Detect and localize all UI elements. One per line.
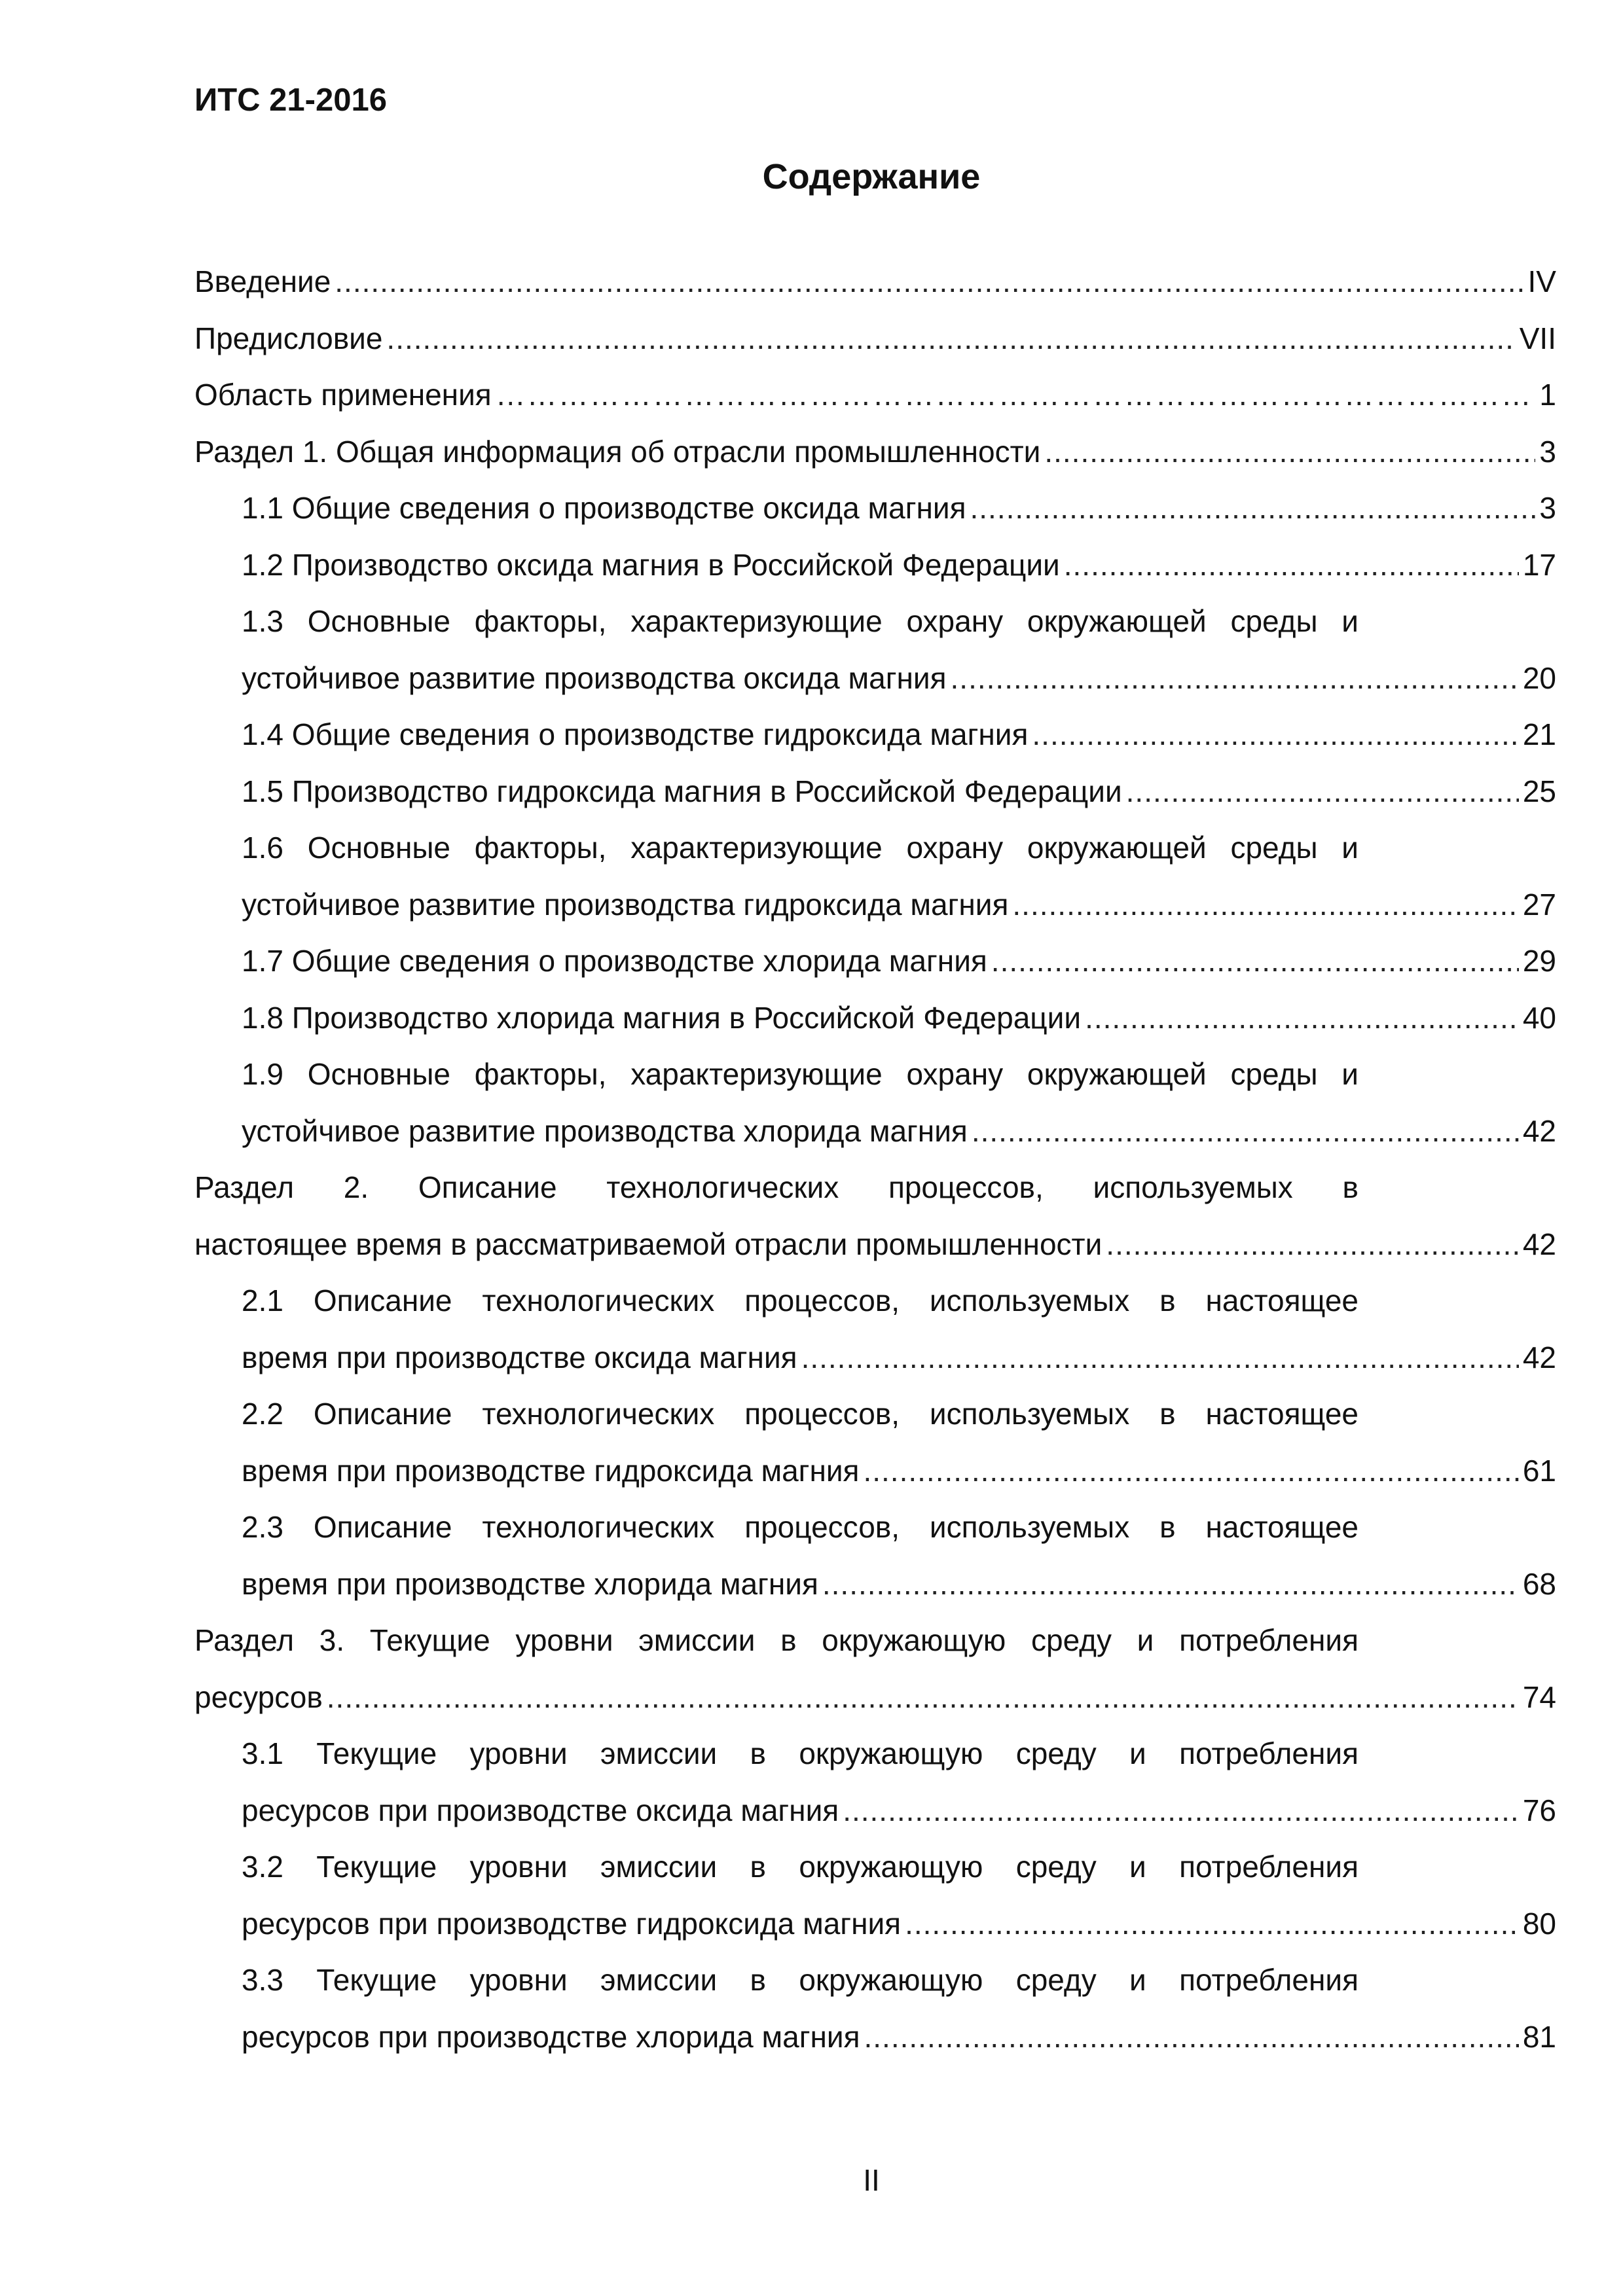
toc-entry-line (242, 1443, 1556, 1499)
toc-entry-title-first-line: 3.3 Текущие уровни эмиссии в окружающую среду и потребления (242, 1963, 1359, 1997)
toc-dot-leader (822, 1556, 1519, 1613)
page-number: II (863, 2163, 880, 2197)
toc-entry-title: устойчивое развитие производства хлорида магния (242, 1113, 968, 1148)
toc-entry-line (242, 2009, 1556, 2066)
toc-entry-line (194, 253, 1556, 310)
toc-page-number: 80 (1522, 1906, 1556, 1941)
toc-section-entry[interactable] (194, 1159, 1556, 1272)
toc-entry-title: 1.8 Производство хлорида магния в Российской Федерации (242, 1000, 1082, 1035)
toc-dot-leader (864, 2009, 1518, 2066)
toc-section-entry[interactable] (194, 367, 1556, 423)
toc-section-entry[interactable] (194, 1612, 1556, 1725)
toc-entry-title: 1.7 Общие сведения о производстве хлорида магния (242, 944, 987, 978)
toc-subsection-entry[interactable] (194, 706, 1556, 763)
toc-entry-line (194, 1216, 1556, 1273)
toc-entry-title: Введение (194, 264, 331, 298)
toc-entry-title: Предисловие (194, 321, 383, 355)
toc-dot-leader (801, 1329, 1519, 1386)
toc-entry-line (242, 763, 1556, 820)
toc-entry-title: устойчивое развитие производства оксида магния (242, 660, 947, 695)
toc-subsection-entry[interactable] (194, 819, 1556, 933)
toc-entry-line (242, 1329, 1556, 1386)
toc-entry-title: настоящее время в рассматриваемой отрасли промышленности (194, 1227, 1103, 1261)
toc-page-number: 42 (1522, 1340, 1556, 1374)
toc-page-number: VII (1519, 321, 1556, 355)
toc-entry-title-first-line: 1.9 Основные факторы, характеризующие охрану окружающей среды и (242, 1057, 1359, 1091)
toc-page-number: 20 (1522, 660, 1556, 695)
toc-page-number: 21 (1522, 717, 1556, 751)
toc-dot-leader (1064, 537, 1519, 594)
toc-entry-line (242, 933, 1556, 990)
toc-entry-title-first-line: 2.1 Описание технологических процессов, используемых в настоящее (242, 1283, 1359, 1318)
toc-page-number: 68 (1522, 1566, 1556, 1601)
toc-entry-title: время при производстве оксида магния (242, 1340, 797, 1374)
toc-subsection-entry[interactable] (194, 537, 1556, 594)
toc-dot-leader (1032, 706, 1518, 763)
toc-entry-line (194, 1669, 1556, 1726)
toc-entry-title: ресурсов (194, 1679, 323, 1714)
toc-entry-title-first-line: Раздел 3. Текущие уровни эмиссии в окружающую среду и потребления (194, 1623, 1359, 1657)
toc-entry-line (194, 423, 1556, 480)
toc-entry-line (242, 876, 1556, 933)
toc-title: Содержание (762, 157, 981, 196)
toc-dot-leader (843, 1782, 1519, 1839)
toc-dot-leader (1044, 423, 1535, 480)
toc-entry-title: 1.5 Производство гидроксида магния в Российской Федерации (242, 774, 1122, 808)
toc-subsection-entry[interactable] (194, 1272, 1556, 1386)
toc-entry-title-first-line: 2.2 Описание технологических процессов, используемых в настоящее (242, 1397, 1359, 1431)
toc-entry-line (242, 990, 1556, 1047)
toc-section-entry[interactable] (194, 253, 1556, 310)
toc-subsection-entry[interactable] (194, 990, 1556, 1047)
toc-entry-title-first-line: 1.6 Основные факторы, характеризующие охрану окружающей среды и (242, 831, 1359, 865)
toc-entry-line (194, 310, 1556, 367)
toc-subsection-entry[interactable] (194, 1046, 1556, 1159)
toc-entry-line (242, 650, 1556, 707)
toc-page-number: 42 (1522, 1113, 1556, 1148)
toc-page-number: 74 (1522, 1679, 1556, 1714)
toc-dot-leader (905, 1895, 1519, 1952)
toc-page-number: 29 (1522, 944, 1556, 978)
toc-page-number: 17 (1522, 547, 1556, 582)
toc-entry-title-first-line: 1.3 Основные факторы, характеризующие охрану окружающей среды и (242, 604, 1359, 638)
toc-page-number: IV (1527, 264, 1556, 298)
toc-subsection-entry[interactable] (194, 1725, 1556, 1839)
toc-page-number: 42 (1522, 1227, 1556, 1261)
toc-entry-title: 1.4 Общие сведения о производстве гидроксида магния (242, 717, 1029, 751)
toc-subsection-entry[interactable] (194, 1952, 1556, 2065)
toc-page-number: 61 (1522, 1453, 1556, 1488)
toc-entry-line (242, 706, 1556, 763)
toc-entry-line (242, 537, 1556, 594)
toc-entry-title: время при производстве хлорида магния (242, 1566, 818, 1601)
toc-entry-title: 1.1 Общие сведения о производстве оксида магния (242, 491, 966, 525)
toc-subsection-entry[interactable] (194, 593, 1556, 706)
toc-entry-line (242, 1895, 1556, 1952)
toc-dot-leader (496, 367, 1536, 423)
document-code: ИТС 21-2016 (194, 82, 387, 118)
toc-page-number: 3 (1539, 434, 1556, 469)
toc-entry-line (242, 1103, 1556, 1160)
toc-subsection-entry[interactable] (194, 763, 1556, 820)
toc-entry-title: ресурсов при производстве хлорида магния (242, 2019, 860, 2054)
toc-page-number: 81 (1522, 2019, 1556, 2054)
toc-dot-leader (1106, 1216, 1519, 1273)
toc-page-number: 76 (1522, 1793, 1556, 1827)
toc-entry-title: ресурсов при производстве гидроксида магния (242, 1906, 902, 1941)
toc-dot-leader (991, 933, 1519, 990)
toc-entry-title-first-line: 2.3 Описание технологических процессов, используемых в настоящее (242, 1510, 1359, 1544)
toc-page-number: 40 (1522, 1000, 1556, 1035)
toc-subsection-entry[interactable] (194, 480, 1556, 537)
toc-entry-title: Раздел 1. Общая информация об отрасли промышленности (194, 434, 1041, 469)
toc-entry-line (194, 367, 1556, 423)
toc-dot-leader (951, 650, 1519, 707)
toc-entry-title: ресурсов при производстве оксида магния (242, 1793, 839, 1827)
toc-dot-leader (327, 1669, 1519, 1726)
toc-entry-title-first-line: 3.1 Текущие уровни эмиссии в окружающую среду и потребления (242, 1736, 1359, 1770)
toc-dot-leader (970, 480, 1536, 537)
toc-entry-title: Область применения (194, 378, 492, 412)
toc-subsection-entry[interactable] (194, 1499, 1556, 1612)
toc-entry-line (242, 1556, 1556, 1613)
toc-dot-leader (1012, 876, 1518, 933)
toc-entry-line (242, 1782, 1556, 1839)
toc-entry-title-first-line: Раздел 2. Описание технологических процессов, используемых в (194, 1170, 1359, 1204)
toc-page-number: 3 (1539, 491, 1556, 525)
toc-subsection-entry[interactable] (194, 933, 1556, 990)
toc-entry-line (242, 480, 1556, 537)
toc-page-number: 1 (1539, 378, 1556, 412)
toc-subsection-entry[interactable] (194, 1386, 1556, 1499)
toc-dot-leader (863, 1443, 1518, 1499)
toc-page-number: 25 (1522, 774, 1556, 808)
toc-page-number: 27 (1522, 887, 1556, 922)
toc-dot-leader (1085, 990, 1519, 1047)
toc-dot-leader (972, 1103, 1519, 1160)
toc-entry-title-first-line: 3.2 Текущие уровни эмиссии в окружающую среду и потребления (242, 1850, 1359, 1884)
toc-entry-title: устойчивое развитие производства гидроксида магния (242, 887, 1009, 922)
toc-dot-leader (335, 253, 1523, 310)
table-of-contents (194, 253, 1556, 2065)
toc-dot-leader (386, 310, 1515, 367)
toc-section-entry[interactable] (194, 423, 1556, 480)
toc-section-entry[interactable] (194, 310, 1556, 367)
toc-subsection-entry[interactable] (194, 1839, 1556, 1952)
toc-entry-title: 1.2 Производство оксида магния в Российской Федерации (242, 547, 1060, 582)
toc-dot-leader (1126, 763, 1519, 820)
toc-entry-title: время при производстве гидроксида магния (242, 1453, 860, 1488)
